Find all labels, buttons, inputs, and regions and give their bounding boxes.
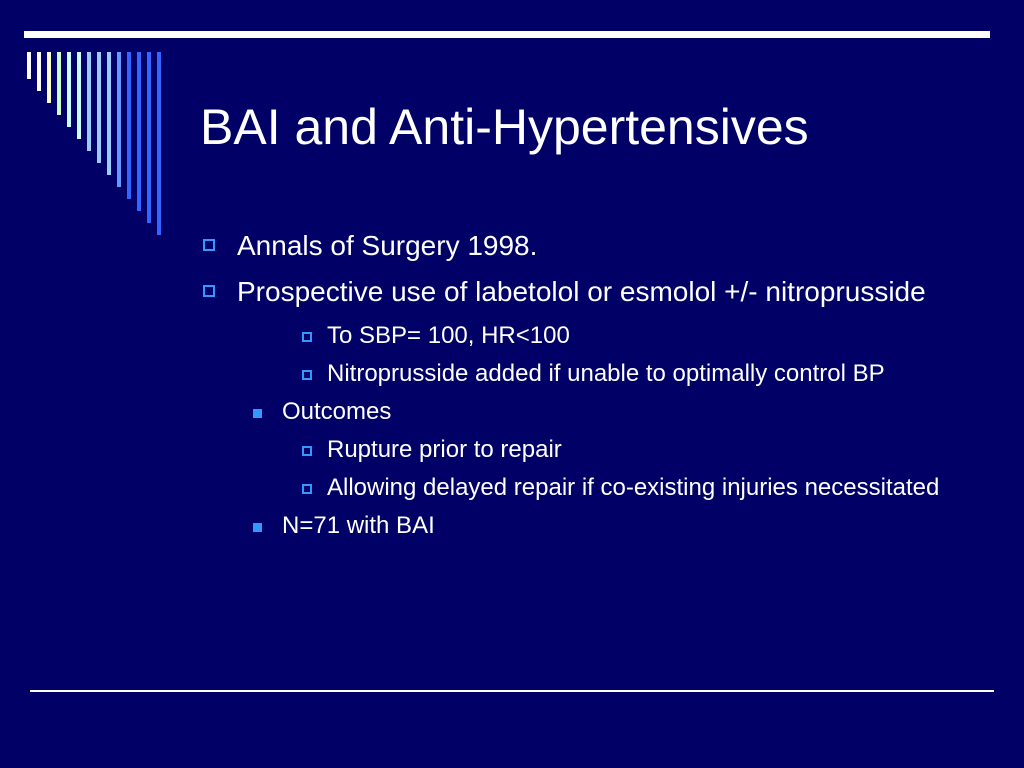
bullet-list (200, 228, 980, 548)
filled-square-bullet-icon (253, 523, 262, 532)
sub-bullet-item (250, 510, 980, 542)
bullet-text: Prospective use of labetolol or esmolol +/- nitroprusside (237, 276, 926, 307)
decorative-stripe (77, 52, 81, 139)
small-hollow-square-bullet-icon (302, 332, 312, 342)
bullet-text: Nitroprusside added if unable to optimally control BP (327, 360, 885, 387)
decorative-stripe (57, 52, 61, 115)
decorative-stripe (107, 52, 111, 175)
sub-sub-bullet-item (300, 320, 980, 352)
hollow-square-bullet-icon (203, 285, 215, 297)
bullet-text: N=71 with BAI (282, 512, 435, 539)
sub-sub-bullet-item (300, 434, 980, 466)
decorative-stripe (157, 52, 161, 235)
bullet-text: Rupture prior to repair (327, 436, 562, 463)
sub-sub-bullet-item (300, 358, 980, 390)
decorative-stripe (37, 52, 41, 91)
bullet-item (200, 228, 980, 264)
small-hollow-square-bullet-icon (302, 484, 312, 494)
hollow-square-bullet-icon (203, 239, 215, 251)
decorative-stripe (97, 52, 101, 163)
bullet-text: Outcomes (282, 398, 392, 425)
decorative-stripe (27, 52, 31, 79)
bullet-text: Allowing delayed repair if co-existing injuries necessitated (327, 474, 940, 501)
decorative-stripe (147, 52, 151, 223)
sub-bullet-item (250, 396, 980, 428)
sub-sub-bullet-item (300, 472, 980, 504)
decorative-stripe (127, 52, 131, 199)
decorative-stripe (87, 52, 91, 151)
small-hollow-square-bullet-icon (302, 446, 312, 456)
decorative-stripe (117, 52, 121, 187)
bullet-text: Annals of Surgery 1998. (237, 230, 538, 261)
decorative-stripe (47, 52, 51, 103)
decorative-stripe (137, 52, 141, 211)
small-hollow-square-bullet-icon (302, 370, 312, 380)
bullet-text: To SBP= 100, HR<100 (327, 322, 570, 349)
top-rule (24, 31, 990, 38)
decorative-stripe (67, 52, 71, 127)
slide-title: BAI and Anti-Hypertensives (200, 99, 809, 155)
bullet-item (200, 274, 980, 310)
filled-square-bullet-icon (253, 409, 262, 418)
bottom-rule (30, 690, 994, 692)
